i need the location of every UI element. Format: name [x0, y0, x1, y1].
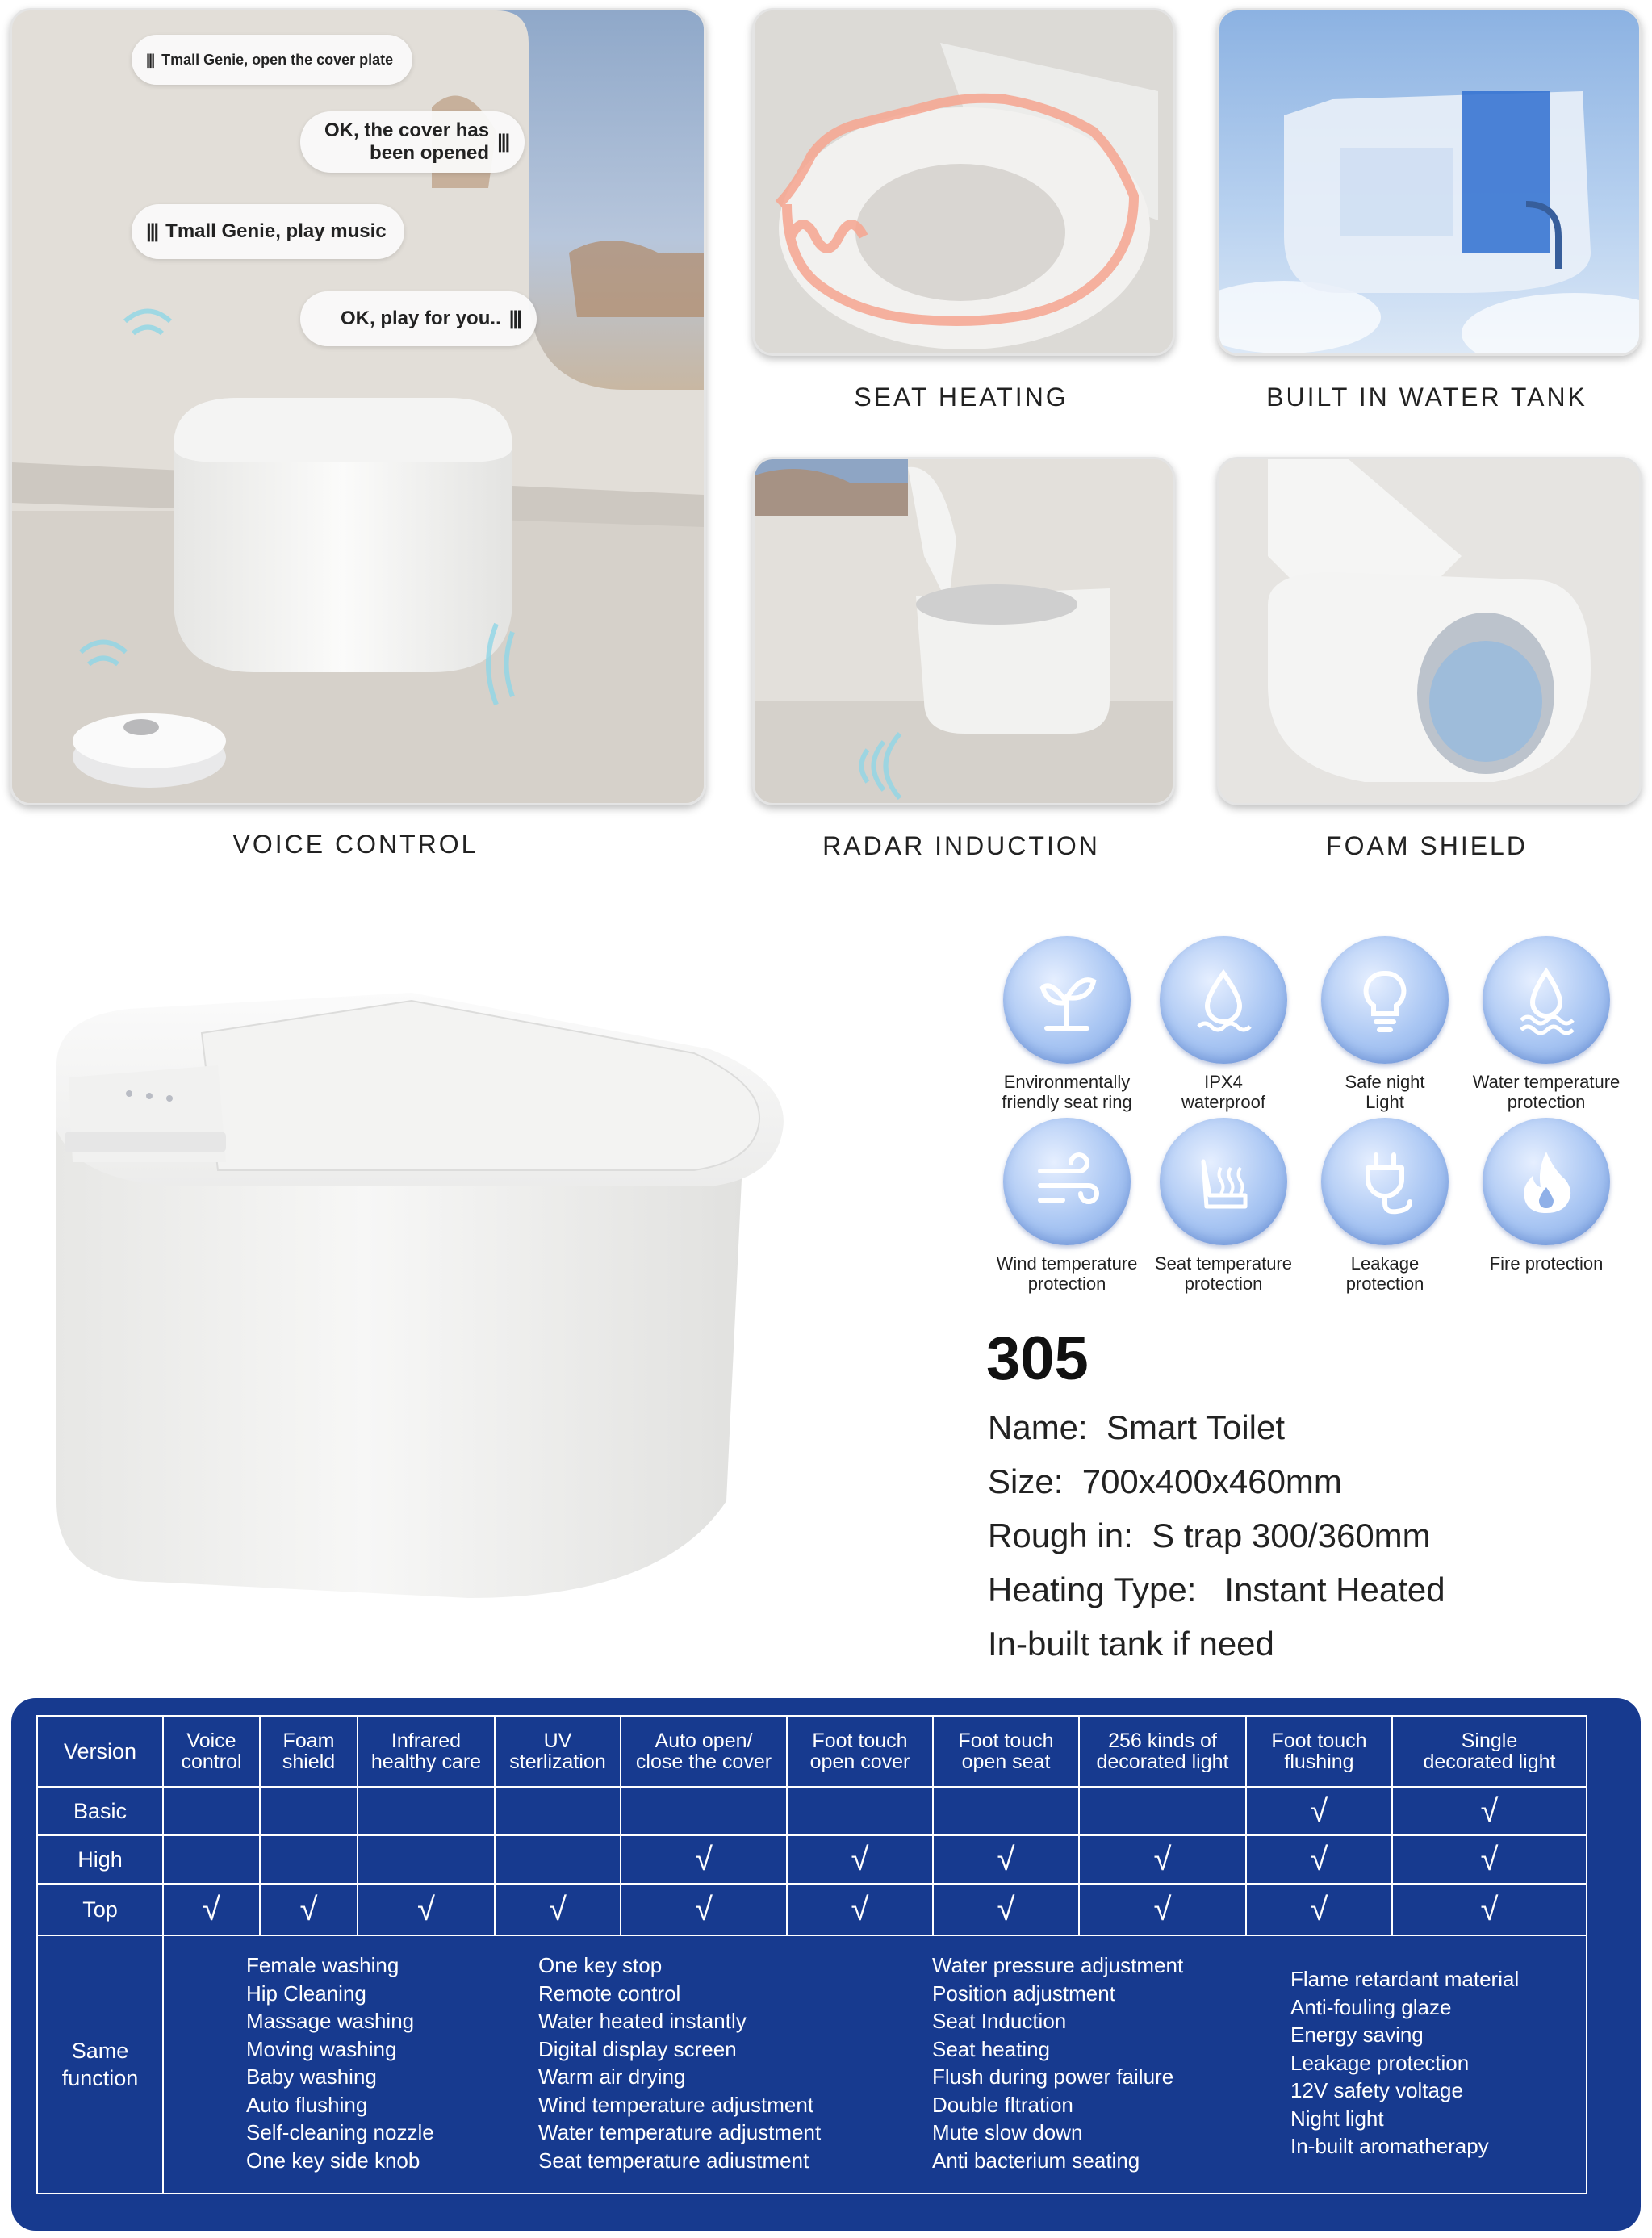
sound-wave-icon: ||| [146, 51, 154, 68]
feature-label: Seat temperature protection [1155, 1253, 1292, 1294]
check-mark-icon: √ [1153, 1892, 1172, 1927]
wind-icon [1003, 1118, 1131, 1245]
feature-waterproof [1143, 936, 1304, 1112]
function-item: One key side knob [246, 2148, 420, 2173]
check-mark-icon: √ [997, 1842, 1015, 1877]
spec-rough-in: Rough in: S trap 300/360mm [988, 1516, 1431, 1554]
col-header: Foam shield [260, 1716, 358, 1787]
check-mark-icon: √ [695, 1892, 713, 1927]
bubble-text: been opened [370, 142, 490, 164]
flame-icon [1483, 1118, 1610, 1245]
check-cell [1392, 1787, 1587, 1835]
check-cell [1246, 1787, 1392, 1835]
check-mark-icon: √ [851, 1892, 869, 1927]
feature-label: IPX4 waterproof [1181, 1072, 1265, 1112]
feature-label: Environmentally friendly seat ring [1002, 1072, 1132, 1112]
check-cell [260, 1787, 358, 1835]
check-cell [1392, 1835, 1587, 1884]
function-item: Leakage protection [1290, 2050, 1470, 2075]
check-mark-icon: √ [1153, 1842, 1172, 1877]
function-item: Warm air drying [538, 2064, 686, 2089]
same-function-label: Same function [37, 1935, 163, 2194]
function-item: Seat temperature adiustment [538, 2148, 809, 2173]
feature-label: Safe night Light [1345, 1072, 1425, 1112]
function-item: Flame retardant material [1290, 1967, 1520, 1991]
seat-heating-photo [752, 8, 1175, 356]
spec-name: Name: Smart Toilet [988, 1408, 1286, 1446]
leaf-icon [1003, 936, 1131, 1064]
water-tank-caption: BUILT IN WATER TANK [1266, 383, 1587, 412]
col-header: Foot touch open seat [933, 1716, 1079, 1787]
feature-fire [1466, 1118, 1627, 1274]
col-header: Auto open/ close the cover [621, 1716, 787, 1787]
feature-seat-temp [1143, 1118, 1304, 1294]
feature-seat-ring [986, 936, 1148, 1112]
product-image [32, 920, 839, 1646]
water-temperature-icon [1483, 936, 1610, 1064]
seat-heating-caption: SEAT HEATING [854, 383, 1069, 412]
water-tank-illustration [1219, 10, 1639, 353]
foam-shield-photo [1217, 457, 1642, 805]
function-item: Female washing [246, 1953, 399, 1977]
version-header: Version [37, 1716, 163, 1787]
foam-shield-caption: FOAM SHIELD [1326, 831, 1528, 860]
check-cell [1246, 1835, 1392, 1884]
check-cell [358, 1835, 495, 1884]
col-header: Infrared healthy care [358, 1716, 495, 1787]
function-item: Water temperature adjustment [538, 2120, 822, 2144]
check-cell [495, 1787, 621, 1835]
check-mark-icon: √ [997, 1892, 1015, 1927]
voice-control-caption: VOICE CONTROL [232, 830, 479, 859]
lightbulb-icon [1321, 936, 1449, 1064]
version-row-top [37, 1884, 1587, 1935]
col-header: Foot touch open cover [787, 1716, 933, 1787]
check-cell [1079, 1884, 1246, 1935]
check-cell [933, 1835, 1079, 1884]
function-item: Water heated instantly [538, 2009, 747, 2033]
check-mark-icon: √ [1480, 1793, 1499, 1829]
check-mark-icon: √ [695, 1842, 713, 1877]
check-mark-icon: √ [203, 1892, 220, 1927]
function-item: Seat heating [932, 2036, 1051, 2061]
check-cell [621, 1787, 787, 1835]
function-item: Anti bacterium seating [932, 2148, 1140, 2173]
check-mark-icon: √ [1310, 1842, 1328, 1877]
check-mark-icon: √ [299, 1892, 318, 1927]
bubble-text: Tmall Genie, open the cover plate [161, 51, 394, 68]
version-row-basic [37, 1787, 1587, 1835]
function-item: One key stop [538, 1953, 663, 1977]
function-item: Moving washing [246, 2036, 397, 2061]
function-item: Remote control [538, 1981, 681, 2006]
col-header: Voice control [163, 1716, 260, 1787]
check-cell [163, 1787, 260, 1835]
check-cell [933, 1884, 1079, 1935]
function-column-2 [538, 1951, 821, 2174]
check-cell [163, 1835, 260, 1884]
water-drop-icon [1160, 936, 1287, 1064]
version-name: High [37, 1835, 163, 1884]
function-item: Massage washing [246, 2009, 415, 2033]
function-item: 12V safety voltage [1290, 2078, 1463, 2102]
check-cell [358, 1787, 495, 1835]
function-item: Flush during power failure [932, 2064, 1174, 2089]
col-header: Foot touch flushing [1246, 1716, 1392, 1787]
check-mark-icon: √ [1480, 1842, 1499, 1877]
feature-label: Wind temperature protection [996, 1253, 1138, 1294]
check-cell [495, 1884, 621, 1935]
check-mark-icon: √ [1310, 1793, 1328, 1829]
check-mark-icon: √ [851, 1842, 869, 1877]
function-item: In-built aromatherapy [1290, 2134, 1489, 2158]
voice-bubble-4 [300, 291, 537, 346]
voice-control-photo [10, 8, 706, 805]
radar-induction-photo [752, 457, 1175, 805]
spec-size: Size: 700x400x460mm [988, 1462, 1342, 1500]
col-header: Single decorated light [1392, 1716, 1587, 1787]
function-item: Digital display screen [538, 2036, 737, 2061]
check-mark-icon: √ [549, 1892, 567, 1927]
function-item: Water pressure adjustment [932, 1953, 1184, 1977]
check-cell [163, 1884, 260, 1935]
seat-heat-icon [1160, 1118, 1287, 1245]
radar-induction-caption: RADAR INDUCTION [822, 831, 1100, 860]
feature-night-light [1304, 936, 1466, 1112]
feature-water-temp [1466, 936, 1627, 1112]
feature-wind-temp [986, 1118, 1148, 1294]
header-row [37, 1716, 1587, 1787]
check-mark-icon: √ [1310, 1892, 1328, 1927]
function-item: Hip Cleaning [246, 1981, 366, 2006]
check-cell [260, 1835, 358, 1884]
version-row-high [37, 1835, 1587, 1884]
function-item: Self-cleaning nozzle [246, 2120, 434, 2144]
bubble-text: OK, the cover has [324, 119, 490, 141]
check-cell [787, 1835, 933, 1884]
spec-tank: In-built tank if need [988, 1625, 1274, 1663]
function-column-4 [1290, 1965, 1519, 2161]
feature-leakage [1304, 1118, 1466, 1294]
check-cell [495, 1835, 621, 1884]
version-name: Basic [37, 1787, 163, 1835]
function-item: Auto flushing [246, 2092, 368, 2117]
function-item: Wind temperature adjustment [538, 2092, 814, 2117]
sound-wave-icon: ||| [497, 131, 509, 153]
feature-label: Fire protection [1489, 1253, 1604, 1274]
sound-wave-icon: ||| [508, 307, 521, 329]
check-cell [1246, 1884, 1392, 1935]
sound-wave-icon: ||| [146, 220, 158, 242]
voice-bubble-1 [132, 35, 412, 85]
model-number: 305 [986, 1324, 1089, 1393]
check-cell [787, 1787, 933, 1835]
function-item: Anti-fouling glaze [1290, 1994, 1452, 2019]
col-header: UV sterlization [495, 1716, 621, 1787]
voice-bubble-2 [300, 111, 525, 173]
foam-shield-illustration [1219, 459, 1639, 803]
function-item: Night light [1290, 2106, 1384, 2131]
function-column-1 [246, 1951, 434, 2174]
version-name: Top [37, 1884, 163, 1935]
check-cell [1079, 1787, 1246, 1835]
feature-label: Water temperature protection [1472, 1072, 1621, 1112]
check-cell [933, 1787, 1079, 1835]
check-cell [621, 1884, 787, 1935]
check-cell [1392, 1884, 1587, 1935]
bubble-text: Tmall Genie, play music [165, 220, 387, 242]
function-item: Baby washing [246, 2064, 377, 2089]
function-item: Mute slow down [932, 2120, 1083, 2144]
feature-label: Leakage protection [1345, 1253, 1424, 1294]
radar-illustration [755, 459, 1173, 803]
bubble-text: OK, play for you.. [341, 307, 501, 329]
function-column-3 [932, 1951, 1183, 2174]
plug-icon [1321, 1118, 1449, 1245]
spec-heating-type: Heating Type: Instant Heated [988, 1571, 1445, 1608]
check-mark-icon: √ [417, 1892, 435, 1927]
check-cell [621, 1835, 787, 1884]
check-cell [787, 1884, 933, 1935]
function-item: Position adjustment [932, 1981, 1115, 2006]
check-cell [1079, 1835, 1246, 1884]
check-cell [260, 1884, 358, 1935]
check-cell [358, 1884, 495, 1935]
seat-heating-illustration [755, 10, 1173, 353]
function-item: Energy saving [1290, 2023, 1424, 2047]
water-tank-photo [1217, 8, 1642, 356]
col-header: 256 kinds of decorated light [1079, 1716, 1246, 1787]
check-mark-icon: √ [1480, 1892, 1499, 1927]
function-item: Double fltration [932, 2092, 1073, 2117]
function-item: Seat Induction [932, 2009, 1067, 2033]
voice-bubble-3 [132, 204, 404, 259]
